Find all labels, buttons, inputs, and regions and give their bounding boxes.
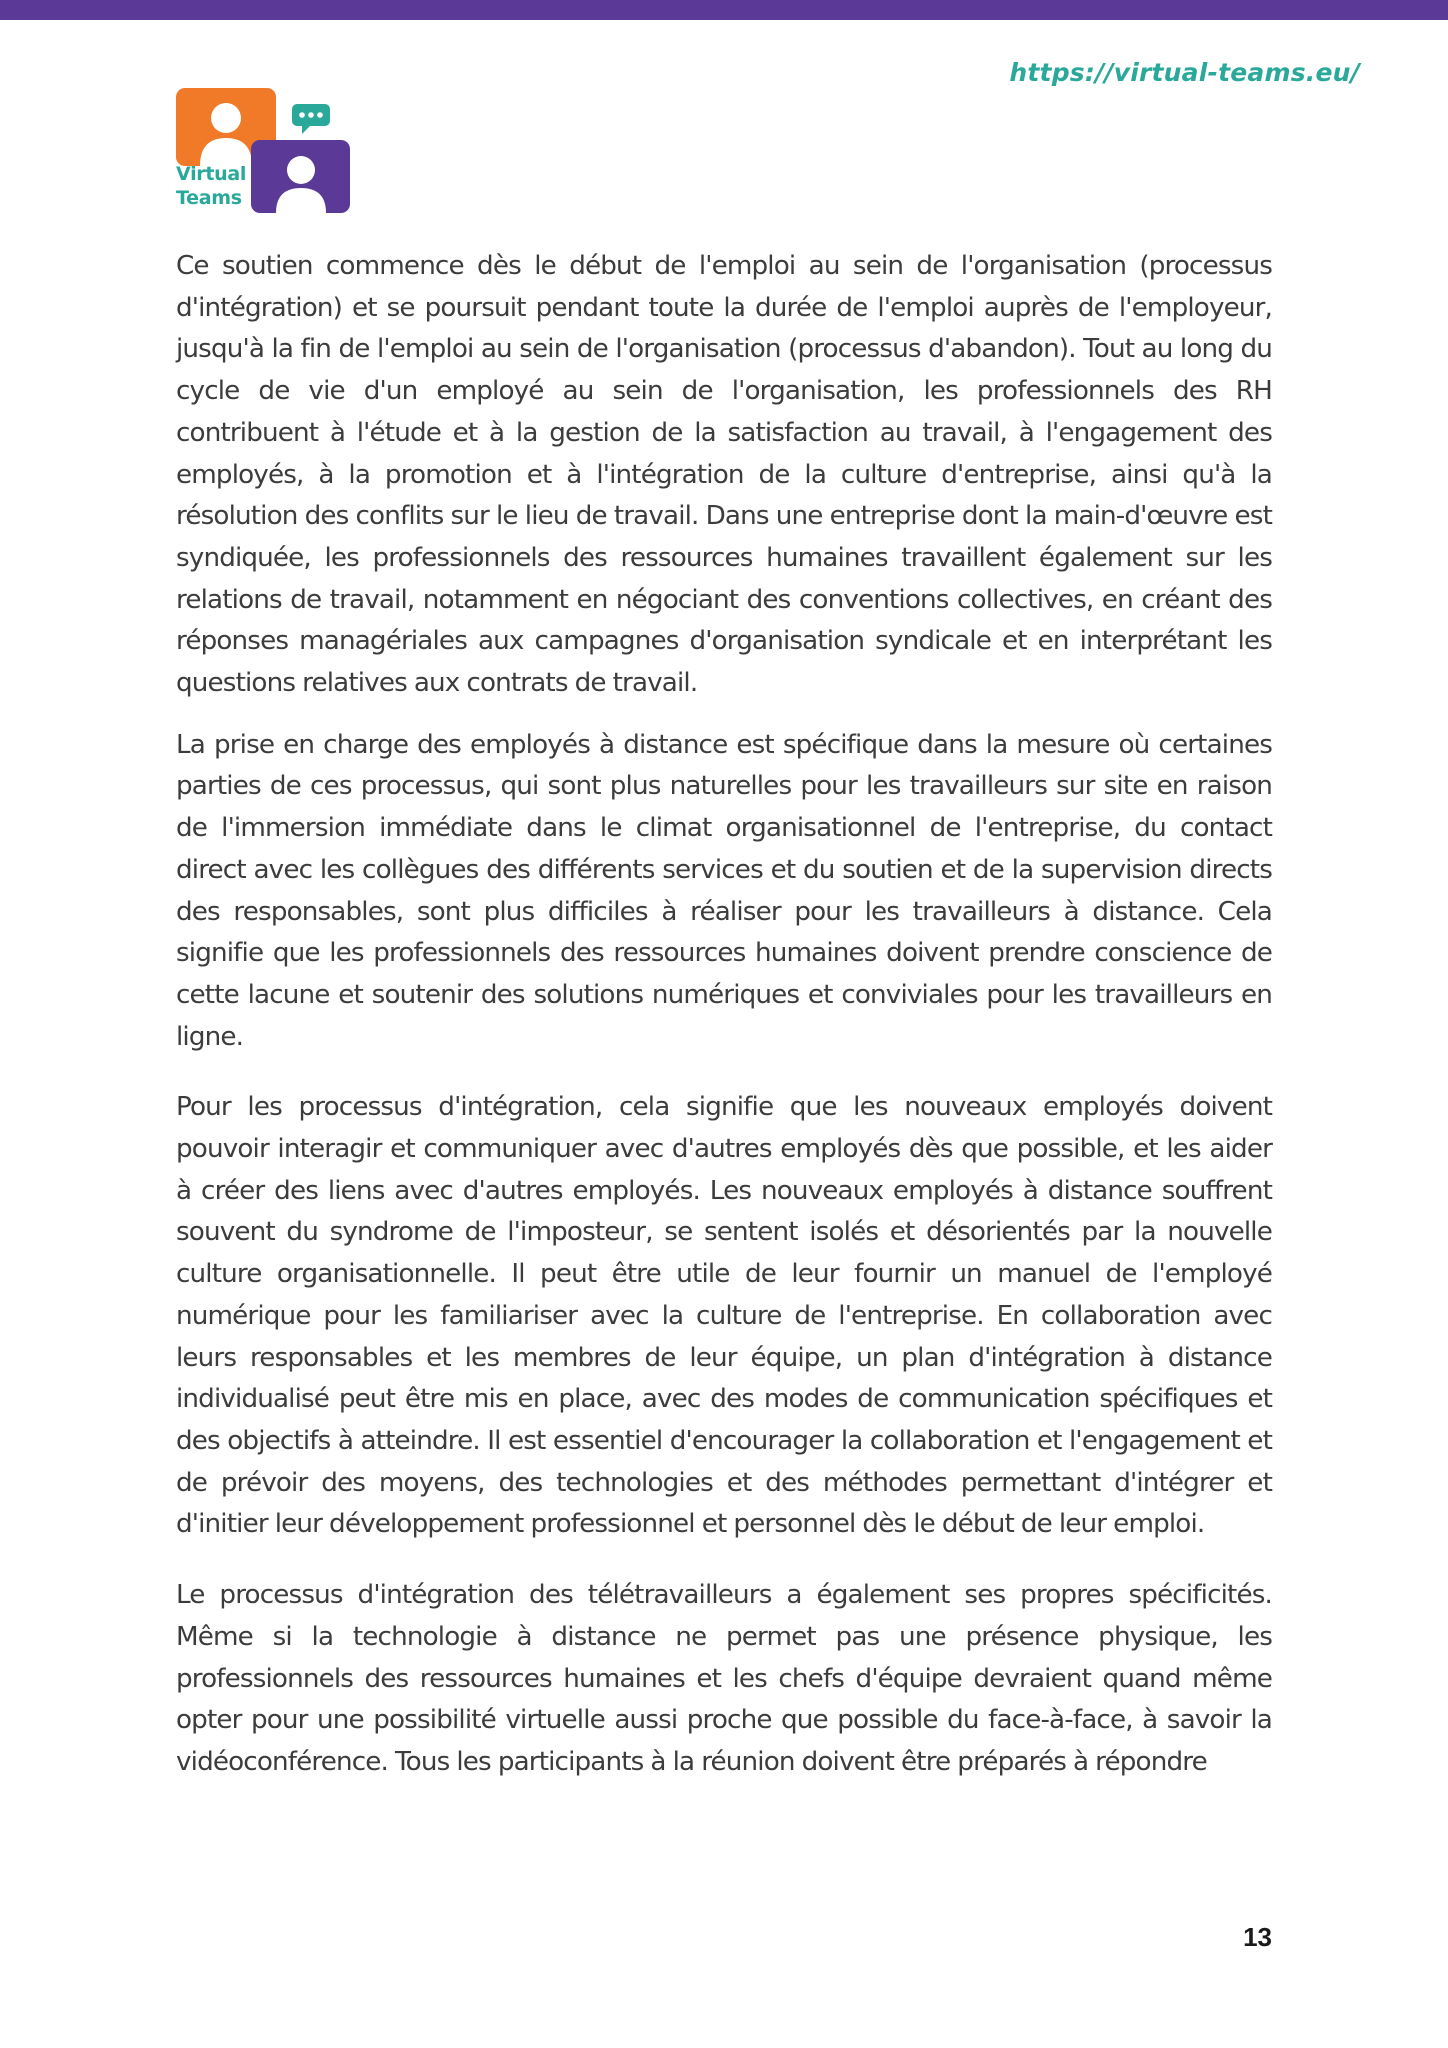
paragraph-4: Le processus d'intégration des télétravailleurs a également ses propres spécificités. Même si la technologie à distance ne permet pas une présence physique, les professionnels des ressources humaines et les chefs d'équipe devraient quand même opter pour une possibilité virtuelle aussi proche que possible du face-à-face, à savoir la vidéoconférence. Tous les participants à la réunion doivent être préparés à répondre: [176, 1580, 1272, 1777]
top-accent-bar: [0, 0, 1448, 20]
document-body: [176, 246, 1272, 1784]
logo-text-teams: Teams: [176, 187, 242, 209]
paragraph-2: La prise en charge des employés à distance est spécifique dans la mesure où certaines parties de ces processus, qui sont plus naturelles pour les travailleurs sur site en raison de l'immersion immédiate dans le climat organisationnel de l'entreprise, du contact direct avec les collègues des différents services et du soutien et de la supervision directs des responsables, sont plus difficiles à réaliser pour les travailleurs à distance. Cela signifie que les professionnels des ressources humaines doivent prendre conscience de cette lacune et soutenir des solutions numériques et conviviales pour les travailleurs en ligne.: [176, 729, 1272, 1052]
virtual-teams-logo: [176, 88, 351, 213]
site-url-link[interactable]: https://virtual-teams.eu/: [1009, 58, 1360, 87]
speech-bubble-icon: [292, 104, 330, 134]
page-number: 13: [1243, 1922, 1272, 1952]
paragraph-3: Pour les processus d'intégration, cela signifie que les nouveaux employés doivent pouvoir interagir et communiquer avec d'autres employés dès que possible, et les aider à créer des liens avec d'autres employés. Les nouveaux employés à distance souffrent souvent du syndrome de l'imposteur, se sentent isolés et désorientés par la nouvelle culture organisationnelle. Il peut être utile de leur fournir un manuel de l'employé numérique pour les familiariser avec la culture de l'entreprise. En collaboration avec leurs responsables et les membres de leur équipe, un plan d'intégration à distance individualisé peut être mis en place, avec des modes de communication spécifiques et des objectifs à atteindre. Il est essentiel d'encourager la collaboration et l'engagement et de prévoir des moyens, des technologies et des méthodes permettant d'intégrer et d'initier leur développement professionnel et personnel dès le début de leur emploi.: [176, 1092, 1272, 1540]
logo-text-virtual: Virtual: [176, 163, 247, 185]
paragraph-1: Ce soutien commence dès le début de l'emploi au sein de l'organisation (processus d'intégration) et se poursuit pendant toute la durée de l'emploi auprès de l'employeur, jusqu'à la fin de l'emploi au sein de l'organisation (processus d'abandon). Tout au long du cycle de vie d'un employé au sein de l'organisation, les professionnels des RH contribuent à l'étude et à la gestion de la satisfaction au travail, à l'engagement des employés, à la promotion et à l'intégration de la culture d'entreprise, ainsi qu'à la résolution des conflits sur le lieu de travail. Dans une entreprise dont la main-d'œuvre est syndiquée, les professionnels des ressources humaines travaillent également sur les relations de travail, notamment en négociant des conventions collectives, en créant des réponses managériales aux campagnes d'organisation syndicale et en interprétant les questions relatives aux contrats de travail.: [176, 251, 1272, 699]
